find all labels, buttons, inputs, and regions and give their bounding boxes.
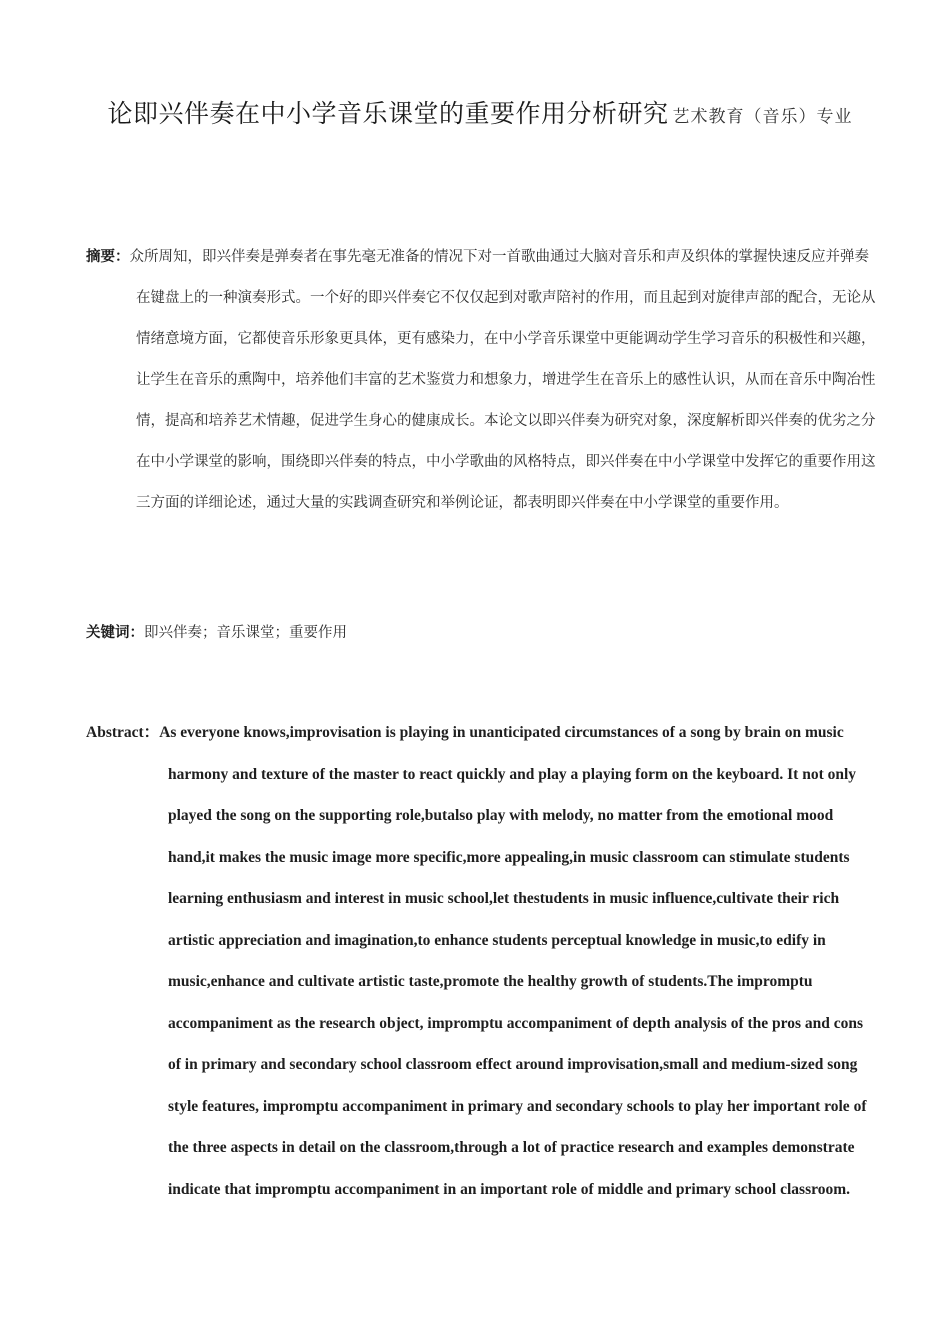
- keywords-zh-text: 即兴伴奏；音乐课堂；重要作用: [144, 625, 347, 641]
- chinese-abstract: [86, 237, 876, 524]
- title-subtitle: 艺术教育（音乐）专业: [672, 107, 853, 127]
- abstract-en-text: As everyone knows,improvisation is playing in unanticipated circumstances of a song by brain on music harmony and texture of the master to react quickly and play a playing form on the keyboard. It not only played the song on the supporting role,butalso play with melody, no matter from the emotional mood hand,it makes the music image more specific,more appealing,in music classroom can stimulate students learning enthusiasm and interest in music school,let thestudents in music influence,cultivate their rich artistic appreciation and imagination,to enhance students perceptual knowledge in music,to edify in music,enhance and cultivate artistic taste,promote the healthy growth of students.The impromptu accompaniment as the research object, impromptu accompaniment of depth analysis of the pros and cons of in primary and secondary school classroom effect around improvisation,small and medium-sized song style features, impromptu accompaniment in primary and secondary schools to play her important role of the three aspects in detail on the classroom,through a lot of practice research and examples demonstrate indicate that impromptu accompaniment in an important role of middle and primary school classroom.: [159, 724, 867, 1198]
- abstract-zh-label: 摘要：: [86, 249, 130, 265]
- chinese-keywords: [86, 616, 876, 650]
- english-abstract: [86, 712, 876, 1210]
- document-title: [95, 92, 865, 140]
- keywords-zh-label: 关键词：: [86, 625, 144, 641]
- abstract-zh-text: 众所周知，即兴伴奏是弹奏者在事先毫无准备的情况下对一首歌曲通过大脑对音乐和声及织体的掌握快速反应并弹奏在键盘上的一种演奏形式。一个好的即兴伴奏它不仅仅起到对歌声陪衬的作用，而且起到对旋律声部的配合，无论从情绪意境方面，它都使音乐形象更具体，更有感染力，在中小学音乐课堂中更能调动学生学习音乐的积极性和兴趣，让学生在音乐的熏陶中，培养他们丰富的艺术鉴赏力和想象力，增进学生在音乐上的感性认识，从而在音乐中陶冶性情，提高和培养艺术情趣，促进学生身心的健康成长。本论文以即兴伴奏为研究对象，深度解析即兴伴奏的优劣之分在中小学课堂的影响，围绕即兴伴奏的特点，中小学歌曲的风格特点，即兴伴奏在中小学课堂中发挥它的重要作用这三方面的详细论述，通过大量的实践调查研究和举例论证，都表明即兴伴奏在中小学课堂的重要作用。: [129, 249, 876, 511]
- title-main: 论即兴伴奏在中小学音乐课堂的重要作用分析研究: [107, 99, 669, 128]
- abstract-en-label: Abstract：: [86, 724, 160, 741]
